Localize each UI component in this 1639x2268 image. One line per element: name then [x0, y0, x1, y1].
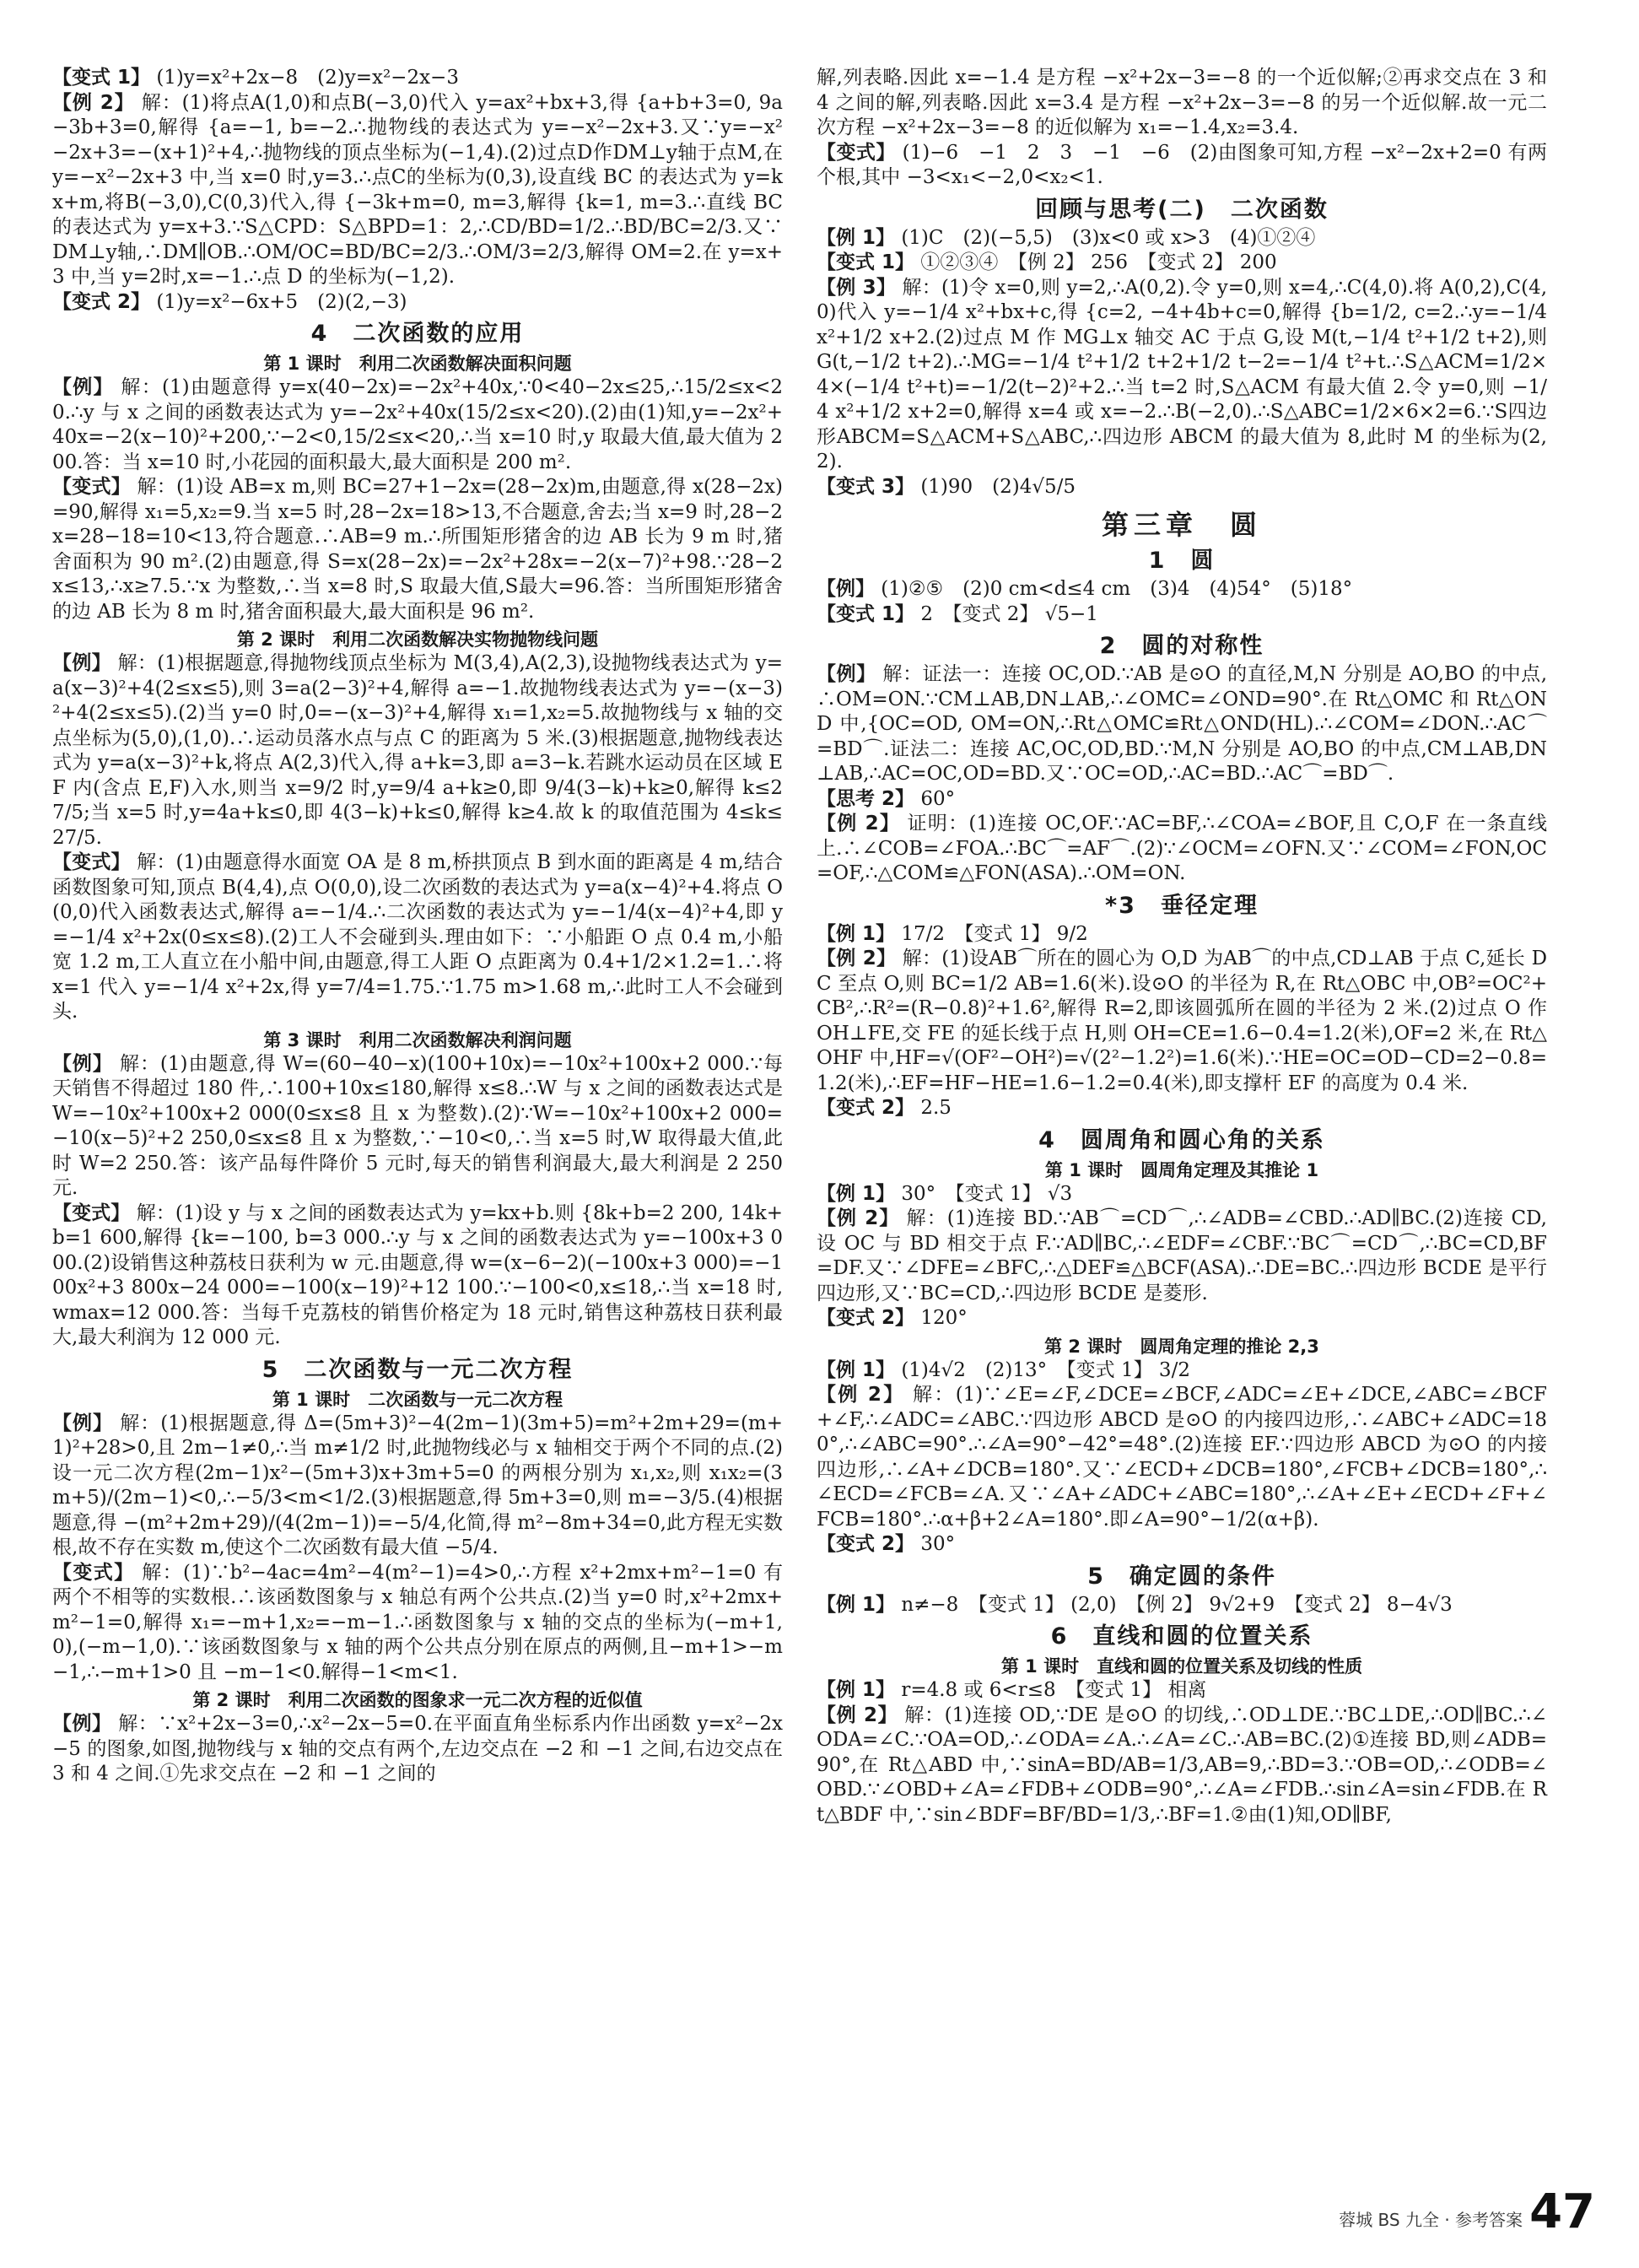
- answer-paragraph: [817, 1358, 1547, 1384]
- answer-label: 【变式 2】: [817, 1307, 915, 1329]
- answer-label: 【例】: [817, 578, 875, 600]
- answer-label: 【变式】: [52, 851, 131, 873]
- answer-paragraph: [52, 850, 790, 1025]
- footer-book-title: 蓉城 BS 九全 · 参考答案: [1339, 2210, 1523, 2230]
- answer-label: 【例 2】: [817, 1704, 898, 1726]
- chapter-heading: 第三章 圆: [1101, 509, 1262, 541]
- answer-text: 120°: [914, 1307, 968, 1329]
- answer-text: 解：(1)将点A(1,0)和点B(−3,0)代入 y=ax²+bx+3,得 {a+b+3=0, 9a−3b+3=0,解得 {a=−1, b=−2.∴抛物线的表达式为 y=−x²−2x+3.又∵y=−x²−2x+3=−(x+1)²+4,∴抛物线的顶点坐标为(−1,4).(2)过点D作DM⊥y轴于点M,在 y=−x²−2x+3 中,当 x=0 时,y=3.∴点C的坐标为(0,3),设直线 BC 的表达式为 y=kx+m,将B(−3,0),C(0,3)代入,得 {−3k+m=0, m=3,解得 {k=1, m=3.∴直线 BC 的表达式为 y=x+3.∵S△CPD：S△BPD=1：2,∴CD/BD=1/2.∴BD/BC=2/3.又∵DM⊥y轴,∴DM∥OB.∴OM/OC=BD/BC=2/3.∴OM/3=2/3,解得 OM=2.在 y=x+3 中,当 y=2时,x=−1.∴点 D 的坐标为(−1,2).: [52, 91, 790, 288]
- answer-text: 解：(1)由题意,得 W=(60−40−x)(100+10x)=−10x²+100x+2 000.∵每天销售不得超过 180 件,∴100+10x≤180,解得 x≤8.∴W 与 x 之间的函数表达式是 W=−10x²+100x+2 000(0≤x≤8 且 x 为整数).(2)∵W=−10x²+100x+2 000=−10(x−5)²+2 250,0≤x≤8 且 x 为整数,∵−10<0,∴当 x=5 时,W 取得最大值,此时 W=2 250.答：该产品每件降价 5 元时,每天的销售利润最大,最大利润是 2 250 元.: [52, 1052, 790, 1199]
- answer-text: (1)y=x²+2x−8 (2)y=x²−2x−3: [150, 67, 459, 89]
- lesson-heading: 第 1 课时 利用二次函数解决面积问题: [263, 354, 572, 374]
- answer-paragraph: [52, 66, 783, 91]
- answer-label: 【变式 2】: [817, 1533, 915, 1555]
- answer-text: 解：∵x²+2x−3=0,∴x²−2x−5=0.在平面直角坐标系内作出函数 y=x²−2x−5 的图象,如图,抛物线与 x 轴的交点有两个,左边交点在 −2 和 −1 之间,右边交点在 3 和 4 之间.①先求交点在 −2 和 −1 之间的: [52, 1713, 790, 1785]
- answer-text: 解：(1)设AB⌒所在的圆心为 O,D 为AB⌒的中点,CD⊥AB 于点 C,延长 DC 至点 O,则 BC=1/2 AB=1.6(米).设⊙O 的半径为 R,在 Rt△OBC 中,OB²=OC²+CB²,∴R²=(R−0.8)²+1.6²,解得 R=2,即该圆弧所在圆的半径为 2 米.(2)过点 O 作 OH⊥FE,交 FE 的延长线于点 H,则 OH=CE=1.6−0.4=1.2(米),OF=2 米,在 Rt△OHF 中,HF=√(OF²−OH²)=√(2²−1.2²)=1.6(米).∵HE=OC=OD−CD=2−0.8=1.2(米),∴EF=HF−HE=1.6−1.2=0.4(米),即支撑杆 EF 的高度为 0.4 米.: [817, 948, 1554, 1094]
- section-heading: 4 圆周角和圆心角的关系: [1038, 1126, 1325, 1153]
- answer-label: 【例 1】: [817, 1593, 896, 1616]
- answer-text: (1)−6 −1 2 3 −1 −6 (2)由图象可知,方程 −x²−2x+2=0 有两个根,其中 −3<x₁<−2,0<x₂<1.: [817, 141, 1548, 188]
- answer-text: (1)y=x²−6x+5 (2)(2,−3): [150, 290, 407, 313]
- answer-label: 【变式 3】: [817, 475, 915, 498]
- answer-text: 30° 【变式 1】 √3: [895, 1182, 1073, 1205]
- answer-text: 解：(1)根据题意,得 Δ=(5m+3)²−4(2m−1)(3m+5)=m²+2m+29=(m+1)²+28>0,且 2m−1≠0,∴当 m≠1/2 时,此抛物线必与 x 轴相交于两个不同的点.(2)设一元二次方程(2m−1)x²−(5m+3)x+3m+5=0 的两根分别为 x₁,x₂,则 x₁x₂=(3m+5)/(2m−1)<0,∴−5/3<m<1/2.(3)根据题意,得 5m+3=0,则 m=−3/5.(4)根据题意,得 −(m²+2m+29)/(4(2m−1))=−5/4,化简,得 m²−8m+34=0,此方程无实数根,故不存在实数 m,使这个二次函数有最大值 −5/4.: [52, 1412, 784, 1558]
- answer-label: 【例 1】: [817, 1182, 896, 1205]
- answer-paragraph: [817, 1096, 1547, 1121]
- answer-label: 【例】: [52, 1713, 112, 1735]
- section-heading: 5 二次函数与一元二次方程: [261, 1356, 574, 1383]
- answer-label: 【例】: [52, 1052, 113, 1075]
- answer-text: 解：(1)连接 BD.∵AB⌒=CD⌒,∴∠ADB=∠CBD.∴AD∥BC.(2)连接 CD,设 OC 与 BD 相交于点 F.∵AD∥BC,∴∠EDF=∠CBF.∵BC⌒=CD⌒,∴BC=CD,BF=DF.又∵∠DFE=∠BFC,∴△DEF≌△BCF(ASA).∴DE=BC.∴四边形 BCDE 是平行四边形,又∵BC=CD,∴四边形 BCDE 是菱形.: [817, 1207, 1547, 1304]
- section-heading: 2 圆的对称性: [1099, 633, 1264, 659]
- section-heading: 1 圆: [1148, 548, 1216, 574]
- answer-label: 【例 3】: [817, 276, 897, 299]
- answer-label: 【变式 1】: [52, 67, 151, 89]
- answer-text: 解：(1)由题意得水面宽 OA 是 8 m,桥拱顶点 B 到水面的距离是 4 m,结合函数图象可知,顶点 B(4,4),点 O(0,0),设二次函数的表达式为 y=a(x−4)²+4.将点 O(0,0)代入函数表达式,解得 a=−1/4.∴二次函数的表达式为 y=−1/4(x−4)²+4,即 y=−1/4 x²+2x(0≤x≤8).(2)工人不会碰到头.理由如下：∵小船距 O 点 0.4 m,小船宽 1.2 m,工人直立在小船中间,由题意,得工人距 O 点距离为 0.4+1/2×1.2=1.∴将 x=1 代入 y=−1/4 x²+2x,得 y=7/4=1.75.∵1.75 m>1.68 m,∴此时工人不会碰到头.: [52, 851, 790, 1023]
- section-heading: 4 二次函数的应用: [310, 321, 525, 347]
- answer-text: 解：(1)∵b²−4ac=4m²−4(m²−1)=4>0,∴方程 x²+2mx+m²−1=0 有两个不相等的实数根.∴该函数图象与 x 轴总有两个公共点.(2)当 y=0 时,x²+2mx+m²−1=0,解得 x₁=−m+1,x₂=−m−1.∴函数图象与 x 轴的交点的坐标为(−m+1,0),(−m−1,0).∵该函数图象与 x 轴的两个公共点分别在原点的两侧,且−m+1>−m−1,∴−m+1>0 且 −m−1<0.解得−1<m<1.: [52, 1561, 783, 1683]
- answer-paragraph: [817, 141, 1547, 191]
- answer-text: 2 【变式 2】 √5−1: [914, 602, 1098, 625]
- answer-paragraph: [817, 1532, 1547, 1558]
- answer-paragraph: [817, 922, 1547, 948]
- answer-label: 【例】: [817, 663, 876, 685]
- answer-paragraph: [817, 475, 1547, 500]
- lesson-heading: 第 3 课时 利用二次函数解决利润问题: [263, 1029, 572, 1050]
- answer-text: 解：(1)由题意得 y=x(40−2x)=−2x²+40x,∵0<40−2x≤25,∴15/2≤x<20.∴y 与 x 之间的函数表达式为 y=−2x²+40x(15/2≤x<20).(2)由(1)知,y=−2x²+40x=−2(x−10)²+200,∵−2<0,15/2≤x<20,∴当 x=10 时,y 取最大值,最大值为 200.答：当 x=10 时,小花园的面积最大,最大面积是 200 m².: [52, 376, 783, 473]
- answer-text: 解：(1)设 y 与 x 之间的函数表达式为 y=kx+b.则 {8k+b=2 200, 14k+b=1 600,解得 {k=−100, b=3 000.∴y 与 x 之间的函数表达式为 y=−100x+3 000.(2)设销售这种荔枝日获利为 w 元.由题意,得 w=(x−6−2)(−100x+3 000)=−100x²+3 800x−24 000=−100(x−19)²+12 100.∵−100<0,x≤18,∴当 x=18 时,wmax=12 000.答：当每千克荔枝的销售价格定为 18 元时,销售这种荔枝日获利最大,最大利润为 12 000 元.: [52, 1202, 783, 1348]
- answer-text: 解：证法一：连接 OC,OD.∵AB 是⊙O 的直径,M,N 分别是 AO,BO 的中点,∴OM=ON.∵CM⊥AB,DN⊥AB,∴∠OMC=∠OND=90°.在 Rt△OMC 和 Rt△OND 中,{OC=OD, OM=ON,∴Rt△OMC≌Rt△OND(HL).∴∠COM=∠DON.∴AC⌒=BD⌒.证法二：连接 AC,OC,OD,BD.∵M,N 分别是 AO,BO 的中点,CM⊥AB,DN⊥AB,∴AC=OC,OD=BD.又∵OC=OD,∴AC=BD.∴AC⌒=BD⌒.: [817, 663, 1547, 785]
- answer-paragraph: [52, 1561, 783, 1686]
- answer-paragraph: [817, 1207, 1547, 1306]
- answer-label: 【例 2】: [817, 1384, 905, 1406]
- answer-label: 【变式】: [52, 476, 131, 498]
- section-heading: *3 垂径定理: [1105, 892, 1259, 919]
- lesson-heading: 第 1 课时 圆周角定理及其推论 1: [1044, 1159, 1319, 1180]
- answer-text: n≠−8 【变式 1】 (2,0) 【例 2】 9√2+9 【变式 2】 8−4√3: [895, 1593, 1453, 1616]
- answer-text: 证明：(1)连接 OC,OF.∵AC=BF,∴∠COA=∠BOF,且 C,O,F 在一条直线上.∴∠COB=∠FOA.∴BC⌒=AF⌒.(2)∵∠OCM=∠OFN.又∵∠COM=∠FON,OC=OF,∴△COM≌△FON(ASA).∴OM=ON.: [817, 813, 1547, 884]
- answer-text: 解：(1)∵∠E=∠F,∠DCE=∠BCF,∠ADC=∠E+∠DCE,∠ABC=∠BCF+∠F,∴∠ADC=∠ABC.∵四边形 ABCD 是⊙O 的内接四边形,∴∠ABC+∠ADC=180°,∴∠ABC=90°.∴∠A=90°−42°=48°.(2)连接 EF.∵四边形 ABCD 为⊙O 的内接四边形,∴∠A+∠DCB=180°.又∵∠ECD+∠DCB=180°,∠FCB+∠DCB=180°,∴∠ECD=∠FCB=∠A.又∵∠A+∠ADC+∠ABC=180°,∴∠A+∠E+∠ECD+∠F+∠FCB=180°.∴α+β+2∠A=180°.即∠A=90°−1/2(α+β).: [817, 1384, 1547, 1531]
- section-heading: 回顾与思考(二) 二次函数: [1035, 196, 1329, 223]
- answer-paragraph: [817, 662, 1547, 787]
- answer-label: 【例 1】: [817, 226, 896, 249]
- answer-paragraph: [52, 375, 783, 475]
- answer-label: 【例 1】: [817, 922, 896, 945]
- lesson-heading: 第 1 课时 二次函数与一元二次方程: [272, 1389, 563, 1410]
- section-heading: 6 直线和圆的位置关系: [1050, 1623, 1313, 1650]
- answer-text: (1)4√2 (2)13° 【变式 1】 3/2: [895, 1358, 1190, 1381]
- answer-label: 【例 2】: [817, 1207, 900, 1229]
- answer-paragraph: [52, 290, 783, 316]
- answer-paragraph: [817, 1306, 1547, 1331]
- answer-paragraph: [817, 1704, 1547, 1828]
- answer-label: 【例】: [52, 1412, 113, 1434]
- answer-label: 【例 1】: [817, 1679, 896, 1701]
- answer-label: 【变式 2】: [52, 290, 151, 313]
- right-column: [817, 66, 1554, 1828]
- answer-text: 2.5: [914, 1097, 952, 1119]
- answer-paragraph: [817, 66, 1554, 141]
- answer-text: 解,列表略.因此 x=−1.4 是方程 −x²+2x−3=−8 的一个近似解;②再求交点在 3 和 4 之间的解,列表略.因此 x=3.4 是方程 −x²+2x−3=−8 的另一个近似解.故一元二次方程 −x²+2x−3=−8 的近似解为 x₁=−1.4,x₂=3.4.: [817, 67, 1554, 138]
- answer-text: ①②③④ 【例 2】 256 【变式 2】 200: [914, 251, 1277, 273]
- answer-paragraph: [52, 1712, 790, 1787]
- answer-label: 【例】: [52, 376, 114, 398]
- answer-text: 解：(1)设 AB=x m,则 BC=27+1−2x=(28−2x)m,由题意,得 x(28−2x)=90,解得 x₁=5,x₂=9.当 x=5 时,28−2x=18>13,不合题意,舍去;当 x=9 时,28−2x=28−18=10<13,符合题意.∴AB=9 m.∴所围矩形猪舍的边 AB 长为 9 m 时,猪舍面积为 90 m².(2)由题意,得 S=x(28−2x)=−2x²+28x=−2(x−7)²+98.∵28−2x≤13,∴x≥7.5.∵x 为整数,∴当 x=8 时,S 取最大值,S最大=96.答：当所围矩形猪舍的边 AB 长为 8 m 时,猪舍面积最大,最大面积是 96 m².: [52, 476, 784, 623]
- answer-paragraph: [52, 651, 783, 850]
- answer-label: 【例 1】: [817, 1358, 896, 1381]
- answer-text: (1)C (2)(−5,5) (3)x<0 或 x>3 (4)①②④: [895, 226, 1316, 249]
- answer-label: 【例】: [52, 652, 111, 674]
- lesson-heading: 第 2 课时 利用二次函数解决实物抛物线问题: [236, 629, 599, 650]
- answer-label: 【变式 1】: [817, 251, 915, 273]
- lesson-heading: 第 2 课时 利用二次函数的图象求一元二次方程的近似值: [192, 1690, 643, 1710]
- lesson-heading: 第 2 课时 圆周角定理的推论 2,3: [1044, 1336, 1319, 1357]
- answer-paragraph: [817, 226, 1547, 251]
- answer-paragraph: [817, 947, 1554, 1096]
- answer-paragraph: [52, 1412, 783, 1561]
- answer-paragraph: [52, 91, 790, 290]
- answer-paragraph: [817, 1182, 1547, 1207]
- answer-text: 17/2 【变式 1】 9/2: [895, 922, 1088, 945]
- answer-paragraph: [817, 577, 1547, 602]
- answer-paragraph: [817, 276, 1554, 475]
- answer-label: 【思考 2】: [817, 787, 915, 810]
- answer-text: 60°: [914, 787, 956, 810]
- answer-label: 【变式 1】: [817, 602, 915, 625]
- lesson-heading: 第 1 课时 直线和圆的位置关系及切线的性质: [1000, 1656, 1363, 1677]
- answer-paragraph: [817, 251, 1547, 276]
- page-number: 47: [1529, 2184, 1595, 2239]
- left-column: [52, 66, 790, 1787]
- page-footer: [1339, 2184, 1595, 2239]
- answer-text: 解：(1)令 x=0,则 y=2,∴A(0,2).令 y=0,则 x=4,∴C(4,0).将 A(0,2),C(4,0)代入 y=−1/4 x²+bx+c,得 {c=2, −4+4b+c=0,解得 {b=1/2, c=2.∴y=−1/4 x²+1/2 x+2.(2)过点 M 作 MG⊥x 轴交 AC 于点 G,设 M(t,−1/4 t²+1/2 t+2),则 G(t,−1/2 t+2).∴MG=−1/4 t²+1/2 t+2+1/2 t−2=−1/4 t²+t.∴S△ACM=1/2×4×(−1/4 t²+t)=−1/2(t−2)²+2.∴当 t=2 时,S△ACM 有最大值 2.令 y=0,则 −1/4 x²+1/2 x+2=0,解得 x=4 或 x=−2.∴B(−2,0).∴S△ABC=1/2×6×2=6.∵S四边形ABCM=S△ACM+S△ABC,∴四边形 ABCM 的最大值为 8,此时 M 的坐标为(2,2).: [817, 276, 1554, 472]
- answer-label: 【例 2】: [817, 948, 897, 969]
- answer-paragraph: [817, 812, 1547, 887]
- answer-label: 【变式】: [52, 1561, 135, 1584]
- answer-paragraph: [817, 1383, 1547, 1532]
- answer-paragraph: [817, 1678, 1547, 1704]
- section-heading: 5 确定圆的条件: [1087, 1563, 1276, 1590]
- answer-label: 【变式】: [817, 141, 896, 164]
- answer-text: 解：(1)根据题意,得抛物线顶点坐标为 M(3,4),A(2,3),设抛物线表达式为 y=a(x−3)²+4(2≤x≤5),则 3=a(2−3)²+4,解得 a=−1.故抛物线表达式为 y=−(x−3)²+4(2≤x≤5).(2)当 y=0 时,0=−(x−3)²+4,解得 x₁=1,x₂=5.故抛物线与 x 轴的交点坐标为(5,0),(1,0).∴运动员落水点与点 C 的距离为 5 米.(3)根据题意,抛物线表达式为 y=a(x−3)²+k,将点 A(2,3)代入,得 a+k=3,即 a=3−k.若跳水运动员在区域 EF 内(含点 E,F)入水,则当 x=9/2 时,y=9/4 a+k≥0,即 9/4(3−k)+k≥0,解得 k≤27/5;当 x=5 时,y=4a+k≤0,即 4(3−k)+k≤0,解得 k≥4.故 k 的取值范围为 4≤k≤27/5.: [52, 652, 784, 849]
- answer-text: (1)②⑤ (2)0 cm<d≤4 cm (3)4 (4)54° (5)18°: [875, 578, 1353, 600]
- answer-paragraph: [817, 602, 1547, 628]
- answer-label: 【变式 2】: [817, 1097, 915, 1119]
- answer-text: (1)90 (2)4√5/5: [914, 475, 1076, 498]
- answer-text: 30°: [914, 1533, 956, 1555]
- answer-paragraph: [52, 1202, 783, 1351]
- answer-paragraph: [817, 1593, 1547, 1618]
- answer-label: 【变式】: [52, 1202, 131, 1224]
- answer-paragraph: [817, 787, 1547, 813]
- answer-text: 解：(1)连接 OD,∵DE 是⊙O 的切线,∴OD⊥DE.∵BC⊥DE,∴OD∥BC.∴∠ODA=∠C.∵OA=OD,∴∠ODA=∠A.∴∠A=∠C.∴AB=BC.(2)①连接 BD,则∠ADB=90°,在 Rt△ABD 中,∵sinA=BD/AB=1/3,AB=9,∴BD=3.∵OB=OD,∴∠ODB=∠OBD.∵∠OBD+∠A=∠FDB+∠ODB=90°,∴∠A=∠FDB.∴sin∠A=sin∠FDB.在 Rt△BDF 中,∵sin∠BDF=BF/BD=1/3,∴BF=1.②由(1)知,OD∥BF,: [817, 1704, 1547, 1826]
- answer-label: 【例 2】: [52, 91, 135, 114]
- answer-label: 【例 2】: [817, 813, 901, 834]
- answer-text: r=4.8 或 6<r≤8 【变式 1】 相离: [895, 1679, 1207, 1701]
- answer-paragraph: [52, 475, 783, 624]
- answer-paragraph: [52, 1052, 790, 1202]
